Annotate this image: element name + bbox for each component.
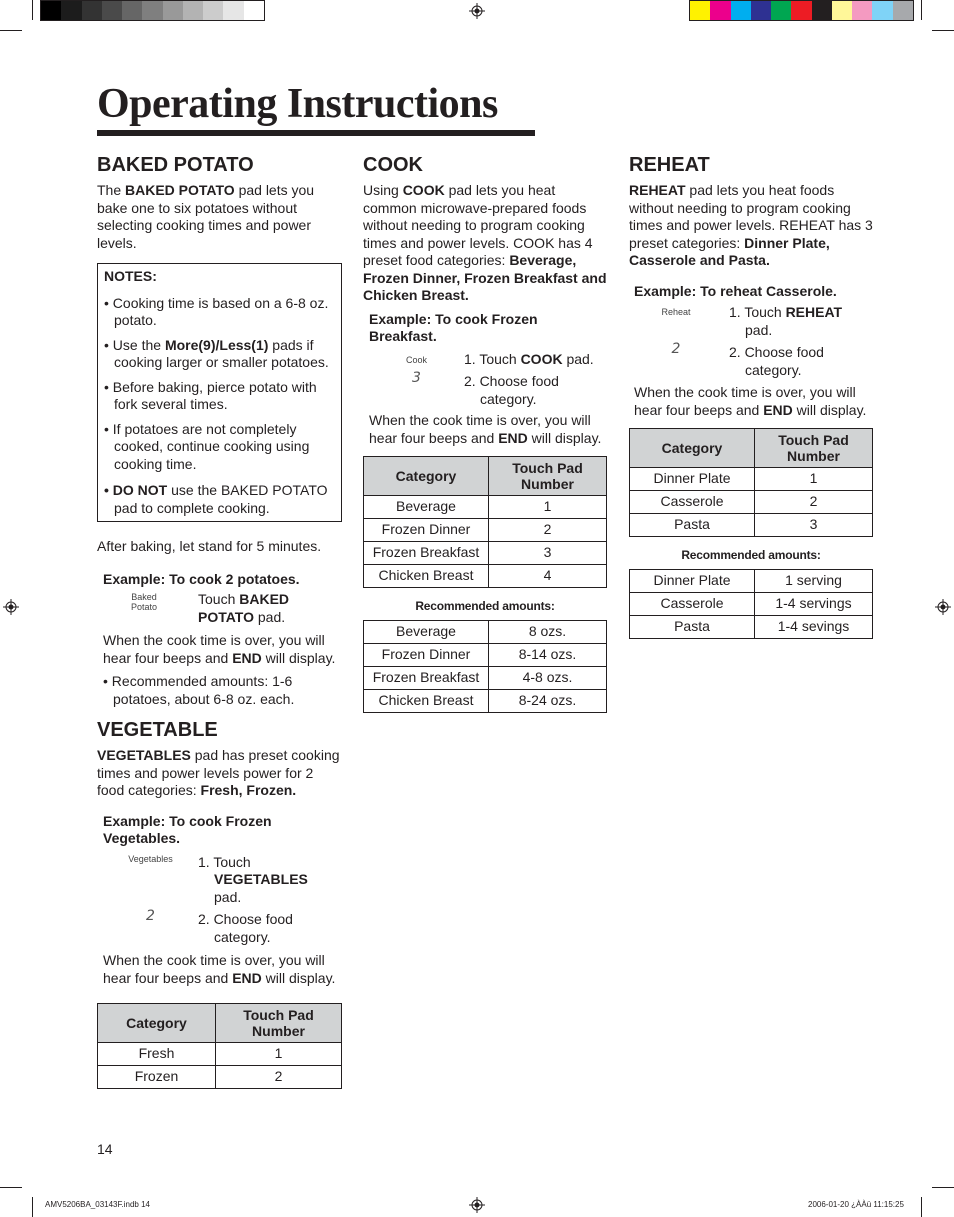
reheat-heading: REHEAT [629, 154, 710, 176]
table-row [364, 666, 607, 689]
reheat-recommended-title: Recommended amounts: [681, 548, 821, 562]
color-swatch [731, 1, 751, 20]
after-baking-text: After baking, let stand for 5 minutes. [97, 538, 322, 554]
vegetable-intro: VEGETABLES pad has preset cooking times and power levels power for 2 food categories: Fresh, Frozen. [97, 747, 340, 798]
table-row [630, 491, 873, 514]
color-swatch [710, 1, 730, 20]
table-cell: 2 [216, 1066, 342, 1089]
page-number: 14 [97, 1141, 113, 1157]
table-cell: Beverage [364, 620, 489, 643]
example-step [634, 304, 873, 339]
step-text: 2. Choose food category. [729, 344, 824, 378]
page-title: Operating Instructions [97, 81, 498, 127]
step-text: 2. Choose food category. [464, 373, 559, 407]
color-swatch [142, 1, 162, 20]
table-row [364, 565, 607, 588]
table-row [364, 542, 607, 565]
example-title: Example: To cook Frozen Vegetables. [103, 812, 272, 846]
color-swatch [82, 1, 102, 20]
table-cell: 1-4 servings [755, 592, 873, 615]
example-step [103, 908, 343, 946]
table-cell: 4 [489, 565, 607, 588]
note-item: • DO NOT use the BAKED POTATO pad to complete cooking. [104, 482, 328, 516]
example-title: Example: To reheat Casserole. [634, 282, 837, 299]
table-header-cell: Category [364, 457, 489, 496]
baked-potato-intro: The BAKED POTATO pad lets you bake one to six potatoes without selecting cooking times and power levels. [97, 182, 315, 251]
table-cell: 1 [755, 468, 873, 491]
reheat-category-table [629, 428, 873, 537]
number-pad-icon: 2 [146, 908, 155, 924]
table-cell: Frozen Dinner [364, 519, 489, 542]
reheat-example [629, 283, 873, 420]
step-text: 1. Touch COOK pad. [464, 350, 594, 367]
recommended-text: • Recommended amounts: 1-6 potatoes, about 6-8 oz. each. [103, 673, 295, 707]
example-step [103, 591, 343, 626]
process-color-bar [689, 0, 914, 21]
table-cell: Frozen Dinner [364, 643, 489, 666]
color-swatch [122, 1, 142, 20]
cook-pad-icon: Cook [405, 354, 427, 365]
column-middle [363, 153, 607, 713]
number-pad-icon: 3 [412, 370, 421, 386]
cook-example [363, 311, 607, 448]
table-row [364, 519, 607, 542]
crop-mark [932, 1187, 954, 1188]
color-swatch [163, 1, 183, 20]
registration-mark-icon [469, 1197, 485, 1213]
number-pad-icon: 2 [671, 341, 681, 357]
color-swatch [832, 1, 852, 20]
cook-over-text: When the cook time is over, you will hear four beeps and END will display. [103, 952, 336, 986]
color-swatch [203, 1, 223, 20]
vegetables-pad-icon: Vegetables [128, 853, 173, 864]
column-right [629, 153, 873, 639]
grayscale-color-bar [40, 0, 265, 21]
table-row [630, 592, 873, 615]
example-step [634, 341, 873, 379]
color-swatch [41, 1, 61, 20]
note-item: • Cooking time is based on a 6-8 oz. potato. [104, 294, 329, 328]
column-left [97, 153, 343, 1089]
vegetable-heading: VEGETABLE [97, 719, 218, 741]
baked-potato-example [97, 571, 343, 709]
table-cell: 1 [489, 496, 607, 519]
crop-mark [32, 1197, 33, 1217]
table-row [364, 620, 607, 643]
table-cell: 8-24 ozs. [489, 689, 607, 712]
table-header-cell: Touch Pad Number [755, 429, 873, 468]
table-cell: Frozen [98, 1066, 216, 1089]
color-swatch [61, 1, 81, 20]
table-row [630, 615, 873, 638]
table-cell: 2 [755, 491, 873, 514]
step-text: 1. Touch REHEAT pad. [729, 304, 843, 338]
example-title: Example: To cook 2 potatoes. [103, 570, 300, 587]
cook-recommended-table [363, 620, 607, 713]
table-header-cell: Category [98, 1004, 216, 1043]
table-cell: Frozen Breakfast [364, 666, 489, 689]
table-cell: Beverage [364, 496, 489, 519]
crop-mark [0, 1187, 22, 1188]
table-header-cell: Category [630, 429, 755, 468]
table-cell: Chicken Breast [364, 565, 489, 588]
table-row [98, 1066, 342, 1089]
reheat-recommended-table [629, 569, 873, 639]
table-row [364, 643, 607, 666]
color-swatch [223, 1, 243, 20]
title-rule [97, 130, 535, 136]
table-cell: 1 serving [755, 569, 873, 592]
color-swatch [791, 1, 811, 20]
color-swatch [102, 1, 122, 20]
color-swatch [183, 1, 203, 20]
table-cell: Dinner Plate [630, 569, 755, 592]
vegetable-category-table [97, 1003, 342, 1089]
registration-mark-icon [469, 3, 485, 19]
note-item: • Use the More(9)/Less(1) pads if cooking larger or smaller potatoes. [104, 336, 329, 370]
table-cell: 4-8 ozs. [489, 666, 607, 689]
crop-mark [32, 0, 33, 20]
baked-potato-pad-icon: Baked Potato [130, 592, 158, 612]
table-row [364, 496, 607, 519]
table-cell: 8 ozs. [489, 620, 607, 643]
table-row [630, 514, 873, 537]
table-cell: 2 [489, 519, 607, 542]
cook-over-text: When the cook time is over, you will hear four beeps and END will display. [369, 412, 602, 446]
cook-intro: Using COOK pad lets you heat common microwave-prepared foods without needing to program cooking times and power levels. COOK has 4 preset food categories: Beverage, Frozen Dinner, Frozen Breakfast and Chicken Breast. [363, 182, 607, 303]
vegetable-example [97, 813, 343, 988]
table-cell: Casserole [630, 491, 755, 514]
color-swatch [812, 1, 832, 20]
color-swatch [852, 1, 872, 20]
crop-mark [932, 30, 954, 31]
table-cell: 3 [489, 542, 607, 565]
cook-over-text: When the cook time is over, you will hear four beeps and END will display. [634, 384, 867, 418]
table-cell: Pasta [630, 514, 755, 537]
baked-potato-notes-box [97, 263, 342, 522]
table-cell: Fresh [98, 1043, 216, 1066]
table-cell: 3 [755, 514, 873, 537]
step-text: 2. Choose food category. [198, 911, 293, 945]
color-swatch [690, 1, 710, 20]
table-cell: 1-4 sevings [755, 615, 873, 638]
cook-over-text: When the cook time is over, you will hear four beeps and END will display. [103, 632, 336, 666]
color-swatch [872, 1, 892, 20]
table-cell: 8-14 ozs. [489, 643, 607, 666]
color-swatch [771, 1, 791, 20]
table-header-cell: Touch Pad Number [216, 1004, 342, 1043]
reheat-intro: REHEAT pad lets you heat foods without needing to program cooking times and power levels. REHEAT has 3 preset categories: Dinner Plate, Casserole and Pasta. [629, 182, 873, 268]
example-step [103, 854, 343, 907]
table-cell: Pasta [630, 615, 755, 638]
step-text: 1. Touch VEGETABLES pad. [198, 853, 308, 905]
table-cell: Frozen Breakfast [364, 542, 489, 565]
cook-heading: COOK [363, 154, 423, 176]
note-item: • Before baking, pierce potato with fork several times. [104, 378, 317, 412]
table-row [630, 569, 873, 592]
table-row [630, 468, 873, 491]
example-step [369, 351, 607, 369]
notes-title: NOTES: [104, 268, 157, 284]
step-text: Touch BAKED POTATO pad. [198, 591, 290, 625]
color-swatch [244, 1, 264, 20]
color-swatch [751, 1, 771, 20]
footer-timestamp: 2006-01-20 ¿ÀÀü 11:15:25 [808, 1200, 904, 1209]
table-cell: Casserole [630, 592, 755, 615]
example-step [369, 370, 607, 408]
crop-mark [921, 1197, 922, 1217]
table-cell: 1 [216, 1043, 342, 1066]
footer-file-info: AMV5206BA_03143F.indb 14 [45, 1200, 150, 1209]
baked-potato-heading: BAKED POTATO [97, 154, 254, 176]
cook-category-table [363, 456, 607, 588]
table-cell: Dinner Plate [630, 468, 755, 491]
cook-recommended-title: Recommended amounts: [415, 599, 555, 613]
table-header-row [98, 1004, 342, 1043]
reheat-pad-icon: Reheat [661, 307, 691, 317]
registration-mark-icon [935, 599, 951, 615]
table-row [364, 689, 607, 712]
crop-mark [0, 30, 22, 31]
color-swatch [893, 1, 913, 20]
registration-mark-icon [3, 599, 19, 615]
table-row [98, 1043, 342, 1066]
note-item: • If potatoes are not completely cooked, continue cooking using cooking time. [104, 420, 310, 472]
example-title: Example: To cook Frozen Breakfast. [369, 310, 538, 344]
table-header-cell: Touch Pad Number [489, 457, 607, 496]
table-header-row [630, 429, 873, 468]
table-cell: Chicken Breast [364, 689, 489, 712]
table-header-row [364, 457, 607, 496]
crop-mark [921, 0, 922, 20]
